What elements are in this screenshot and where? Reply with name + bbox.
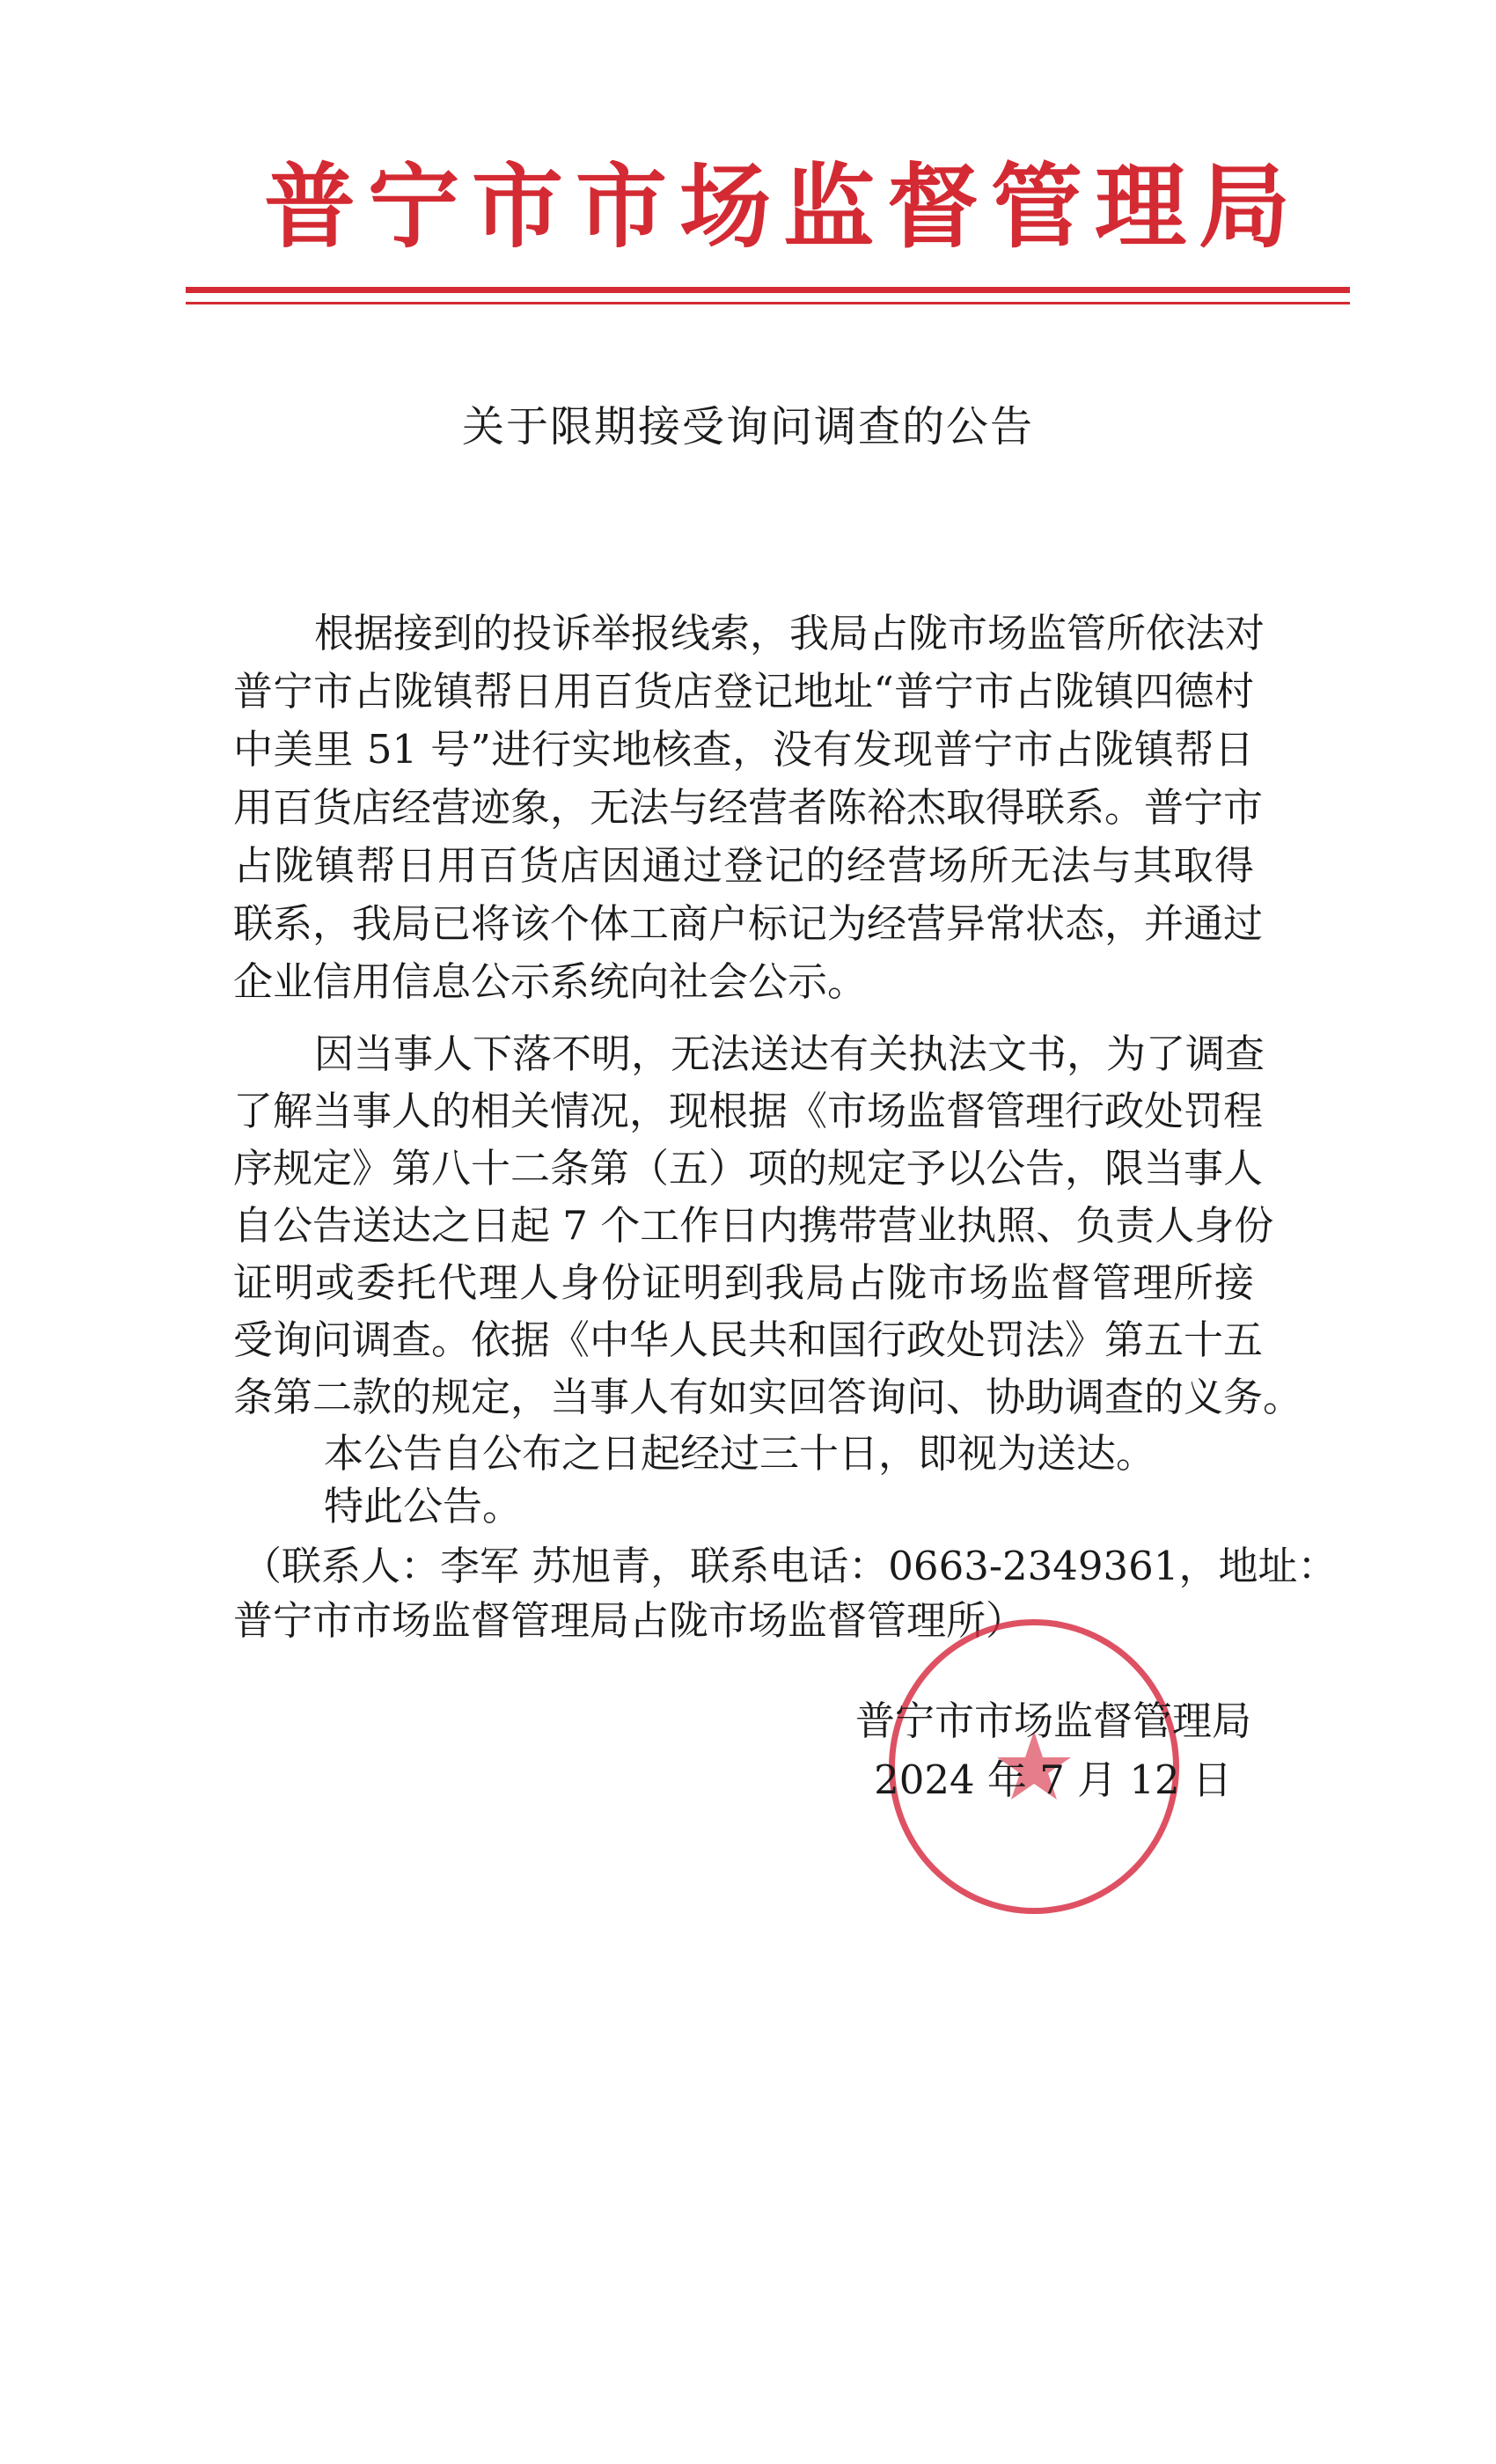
closing-line: 特此公告。 [324, 1483, 523, 1529]
document-title: 关于限期接受询问调查的公告 [461, 402, 1034, 451]
text-line: 因当事人下落不明，无法送达有关执法文书，为了调查 [314, 1030, 1265, 1077]
signature-date: 2024 年 7 月 12 日 [874, 1756, 1232, 1803]
text-line: 企业信用信息公示系统向社会公示。 [233, 958, 868, 1005]
text-line: 占陇镇帮日用百货店因通过登记的经营场所无法与其取得 [233, 842, 1254, 889]
contact-address: 普宁市市场监督管理局占陇市场监督管理所） [233, 1597, 1026, 1644]
text-line: 证明或委托代理人身份证明到我局占陇市场监督管理所接 [233, 1259, 1254, 1306]
text-line: 条第二款的规定，当事人有如实回答询问、协助调查的义务。 [233, 1374, 1303, 1420]
letterhead-rule-thick [186, 287, 1350, 293]
text-line: 中美里 51 号”进行实地核查，没有发现普宁市占陇镇帮日 [233, 726, 1254, 773]
text-line: 普宁市占陇镇帮日用百货店登记地址“普宁市占陇镇四德村 [233, 668, 1254, 715]
org-letterhead-title: 普宁市市场监督管理局 [264, 152, 1303, 260]
contact-line: （联系人：李军 苏旭青，联系电话：0663-2349361，地址： [242, 1543, 1338, 1589]
text-line: 了解当事人的相关情况，现根据《市场监督管理行政处罚程 [233, 1088, 1264, 1134]
text-line: 受询问调查。依据《中华人民共和国行政处罚法》第五十五 [233, 1316, 1264, 1363]
text-line: 序规定》第八十二条第（五）项的规定予以公告，限当事人 [233, 1145, 1264, 1192]
signature-org: 普宁市市场监督管理局 [854, 1698, 1251, 1744]
text-line: 用百货店经营迹象，无法与经营者陈裕杰取得联系。普宁市 [233, 784, 1264, 831]
text-line: 自公告送达之日起 7 个工作日内携带营业执照、负责人身份 [233, 1202, 1274, 1249]
letterhead-rule-thin [186, 302, 1350, 304]
paragraph-3: 本公告自公布之日起经过三十日，即视为送达。 [324, 1430, 1156, 1477]
text-line: 联系，我局已将该个体工商户标记为经营异常状态，并通过 [233, 900, 1264, 947]
text-line: 根据接到的投诉举报线索，我局占陇市场监管所依法对 [314, 610, 1265, 656]
